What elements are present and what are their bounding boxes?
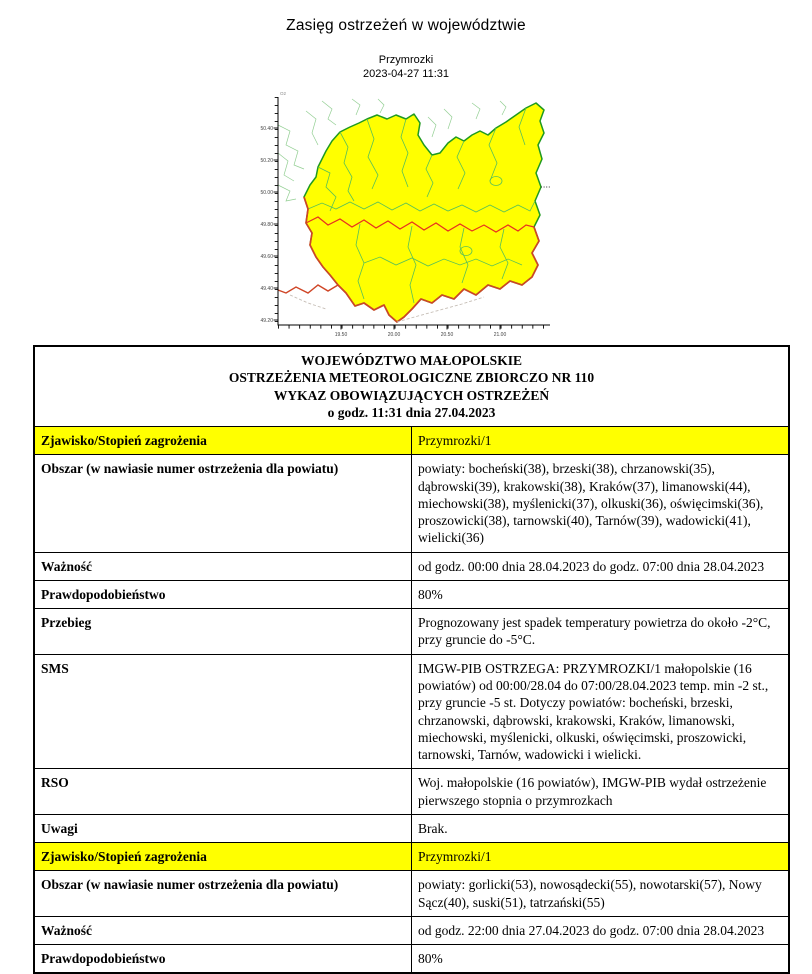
row-label: Ważność bbox=[34, 916, 412, 944]
table-row-sms-1 bbox=[34, 654, 789, 769]
table-row-probability-2 bbox=[34, 945, 789, 974]
row-label: SMS bbox=[34, 654, 412, 769]
y-tick-label: 49.20 bbox=[260, 317, 273, 324]
x-tick-label: 19.50 bbox=[334, 332, 348, 338]
y-tick-label: 49.40 bbox=[260, 285, 273, 292]
y-tick-label: 50.40 bbox=[260, 125, 273, 132]
y-tick-label: 50.00 bbox=[260, 189, 273, 196]
row-label: Prawdopodobieństwo bbox=[34, 580, 412, 608]
table-row-phenomenon-2 bbox=[34, 843, 789, 871]
row-label: RSO bbox=[34, 769, 412, 815]
x-tick-label: 21.00 bbox=[493, 332, 507, 338]
row-label: Obszar (w nawiasie numer ostrzeżenia dla powiatu) bbox=[34, 871, 412, 917]
map-caption-datetime: 2023-04-27 11:31 bbox=[362, 68, 450, 80]
table-row-course-1 bbox=[34, 609, 789, 655]
table-header-row bbox=[34, 346, 789, 427]
table-row-remarks-1 bbox=[34, 814, 789, 842]
row-value: powiaty: gorlicki(53), nowosądecki(55), nowotarski(57), Nowy Sącz(40), suski(51), tatrzański(55) bbox=[412, 871, 790, 917]
row-label: Uwagi bbox=[34, 814, 412, 842]
row-value: powiaty: bocheński(38), brzeski(38), chrzanowski(35), dąbrowski(39), krakowski(38), Kraków(37), limanowski(44), miechowski(38), myślenicki(37), olkuski(36), oświęcimski(36), proszowicki(38), tarnowski(40), Tarnów(39), wadowicki(41), wielicki(36) bbox=[412, 455, 790, 552]
row-value: od godz. 00:00 dnia 28.04.2023 do godz. 07:00 dnia 28.04.2023 bbox=[412, 552, 790, 580]
map-caption bbox=[0, 53, 812, 81]
row-label: Prawdopodobieństwo bbox=[34, 945, 412, 974]
x-tick-label: 20.00 bbox=[387, 332, 401, 338]
table-row-probability-1 bbox=[34, 580, 789, 608]
table-row-validity-1 bbox=[34, 552, 789, 580]
state-border-west-extension bbox=[278, 285, 338, 293]
table-row-validity-2 bbox=[34, 916, 789, 944]
y-tick-label: 49.60 bbox=[260, 253, 273, 260]
map-corner-label: O2 bbox=[280, 91, 287, 96]
row-label: Ważność bbox=[34, 552, 412, 580]
table-header-cell bbox=[34, 346, 789, 427]
map-caption-phenomenon: Przymrozki bbox=[378, 54, 434, 66]
y-tick-label: 49.80 bbox=[260, 221, 273, 228]
header-line-bulletin-number: OSTRZEŻENIA METEOROLOGICZNE ZBIORCZO NR 110 bbox=[228, 370, 595, 386]
row-value: Prognozowany jest spadek temperatury powietrza do około -2°C, przy gruncie do -5°C. bbox=[412, 609, 790, 655]
warning-region-level1 bbox=[304, 103, 544, 322]
row-label: Zjawisko/Stopień zagrożenia bbox=[34, 427, 412, 455]
row-value: Brak. bbox=[412, 814, 790, 842]
table-row-phenomenon-1 bbox=[34, 427, 789, 455]
x-tick-label: 20.50 bbox=[440, 332, 454, 338]
row-value: Przymrozki/1 bbox=[412, 843, 790, 871]
voivodeship-warning-map bbox=[260, 89, 552, 341]
header-line-list-title: WYKAZ OBOWIĄZUJĄCYCH OSTRZEŻEŃ bbox=[273, 387, 550, 403]
header-line-voivodeship: WOJEWÓDZTWO MAŁOPOLSKIE bbox=[301, 353, 522, 368]
row-value: 80% bbox=[412, 580, 790, 608]
warnings-table bbox=[33, 345, 790, 974]
y-tick-label: 50.20 bbox=[260, 157, 273, 164]
row-value: od godz. 22:00 dnia 27.04.2023 do godz. 07:00 dnia 28.04.2023 bbox=[412, 916, 790, 944]
row-value: 80% bbox=[412, 945, 790, 974]
row-value: Woj. małopolskie (16 powiatów), IMGW-PIB wydał ostrzeżenie pierwszego stopnia o przymrozkach bbox=[412, 769, 790, 815]
row-label: Obszar (w nawiasie numer ostrzeżenia dla powiatu) bbox=[34, 455, 412, 552]
header-line-issue-time: o godz. 11:31 dnia 27.04.2023 bbox=[327, 404, 496, 420]
table-row-area-1 bbox=[34, 455, 789, 552]
row-label: Zjawisko/Stopień zagrożenia bbox=[34, 843, 412, 871]
table-row-area-2 bbox=[34, 871, 789, 917]
row-value: IMGW-PIB OSTRZEGA: PRZYMROZKI/1 małopolskie (16 powiatów) od 00:00/28.04 do 07:00/28.04.2023 temp. min -2 st., przy gruncie -5 st. Dotyczy powiatów: bocheński, brzeski, chrzanowski, dąbrowski, krakowski, Kraków, limanowski, miechowski, myślenicki, olkuski, oświęcimski, proszowicki, tarnowski, Tarnów, wadowicki i wielicki. bbox=[412, 654, 790, 769]
row-label: Przebieg bbox=[34, 609, 412, 655]
row-value: Przymrozki/1 bbox=[412, 427, 790, 455]
warning-map-figure bbox=[260, 89, 552, 341]
page-title: Zasięg ostrzeżeń w województwie bbox=[286, 17, 526, 34]
y-axis-labels bbox=[260, 126, 273, 324]
table-row-rso-1 bbox=[34, 769, 789, 815]
x-axis-labels bbox=[335, 332, 507, 338]
